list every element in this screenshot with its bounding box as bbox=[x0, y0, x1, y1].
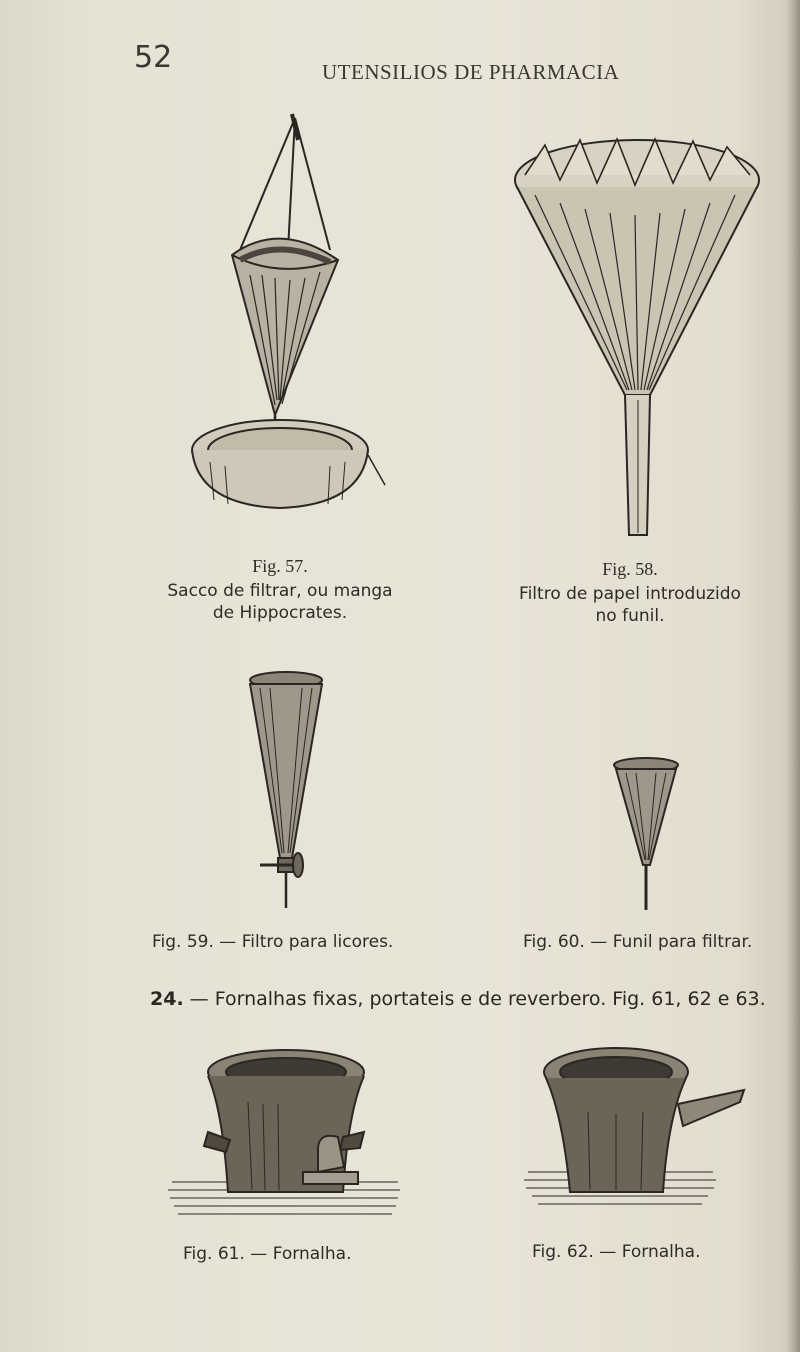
figure-59-liqueur-filter-illustration bbox=[240, 668, 340, 916]
figure-57-caption-line2: de Hippocrates. bbox=[212, 603, 348, 623]
running-title: UTENSILIOS DE PHARMACIA bbox=[322, 60, 620, 84]
figure-59-caption: Fig. 59. — Filtro para licores. bbox=[152, 932, 394, 952]
figure-61-caption: Fig. 61. — Fornalha. bbox=[183, 1244, 352, 1264]
figure-58-caption-line2: no funil. bbox=[595, 606, 665, 626]
figure-60-caption: Fig. 60. — Funil para filtrar. bbox=[523, 932, 753, 952]
figure-57-caption-line1: Sacco de filtrar, ou manga bbox=[167, 581, 393, 601]
figure-61-furnace-illustration bbox=[168, 1042, 403, 1232]
section-24-heading bbox=[150, 988, 766, 1010]
figure-58-caption-line1: Filtro de papel introduzido bbox=[519, 584, 741, 604]
figure-58-number: Fig. 58. bbox=[602, 559, 658, 579]
figure-57-caption bbox=[130, 555, 430, 624]
figure-62-caption: Fig. 62. — Fornalha. bbox=[532, 1242, 701, 1262]
section-text: — Fornalhas fixas, portateis e de reverbero. Fig. 61, 62 e 63. bbox=[189, 988, 766, 1010]
figure-60-funnel-illustration bbox=[610, 755, 686, 915]
section-number: 24. bbox=[150, 988, 184, 1010]
page-number: 52 bbox=[134, 40, 173, 75]
figure-57-filter-bag-illustration bbox=[180, 110, 410, 530]
figure-62-furnace-illustration bbox=[518, 1042, 748, 1222]
figure-58-caption bbox=[460, 558, 800, 627]
page-edge-shadow bbox=[786, 0, 800, 1352]
figure-58-funnel-with-paper-filter-illustration bbox=[505, 125, 770, 545]
figure-57-number: Fig. 57. bbox=[252, 556, 308, 576]
